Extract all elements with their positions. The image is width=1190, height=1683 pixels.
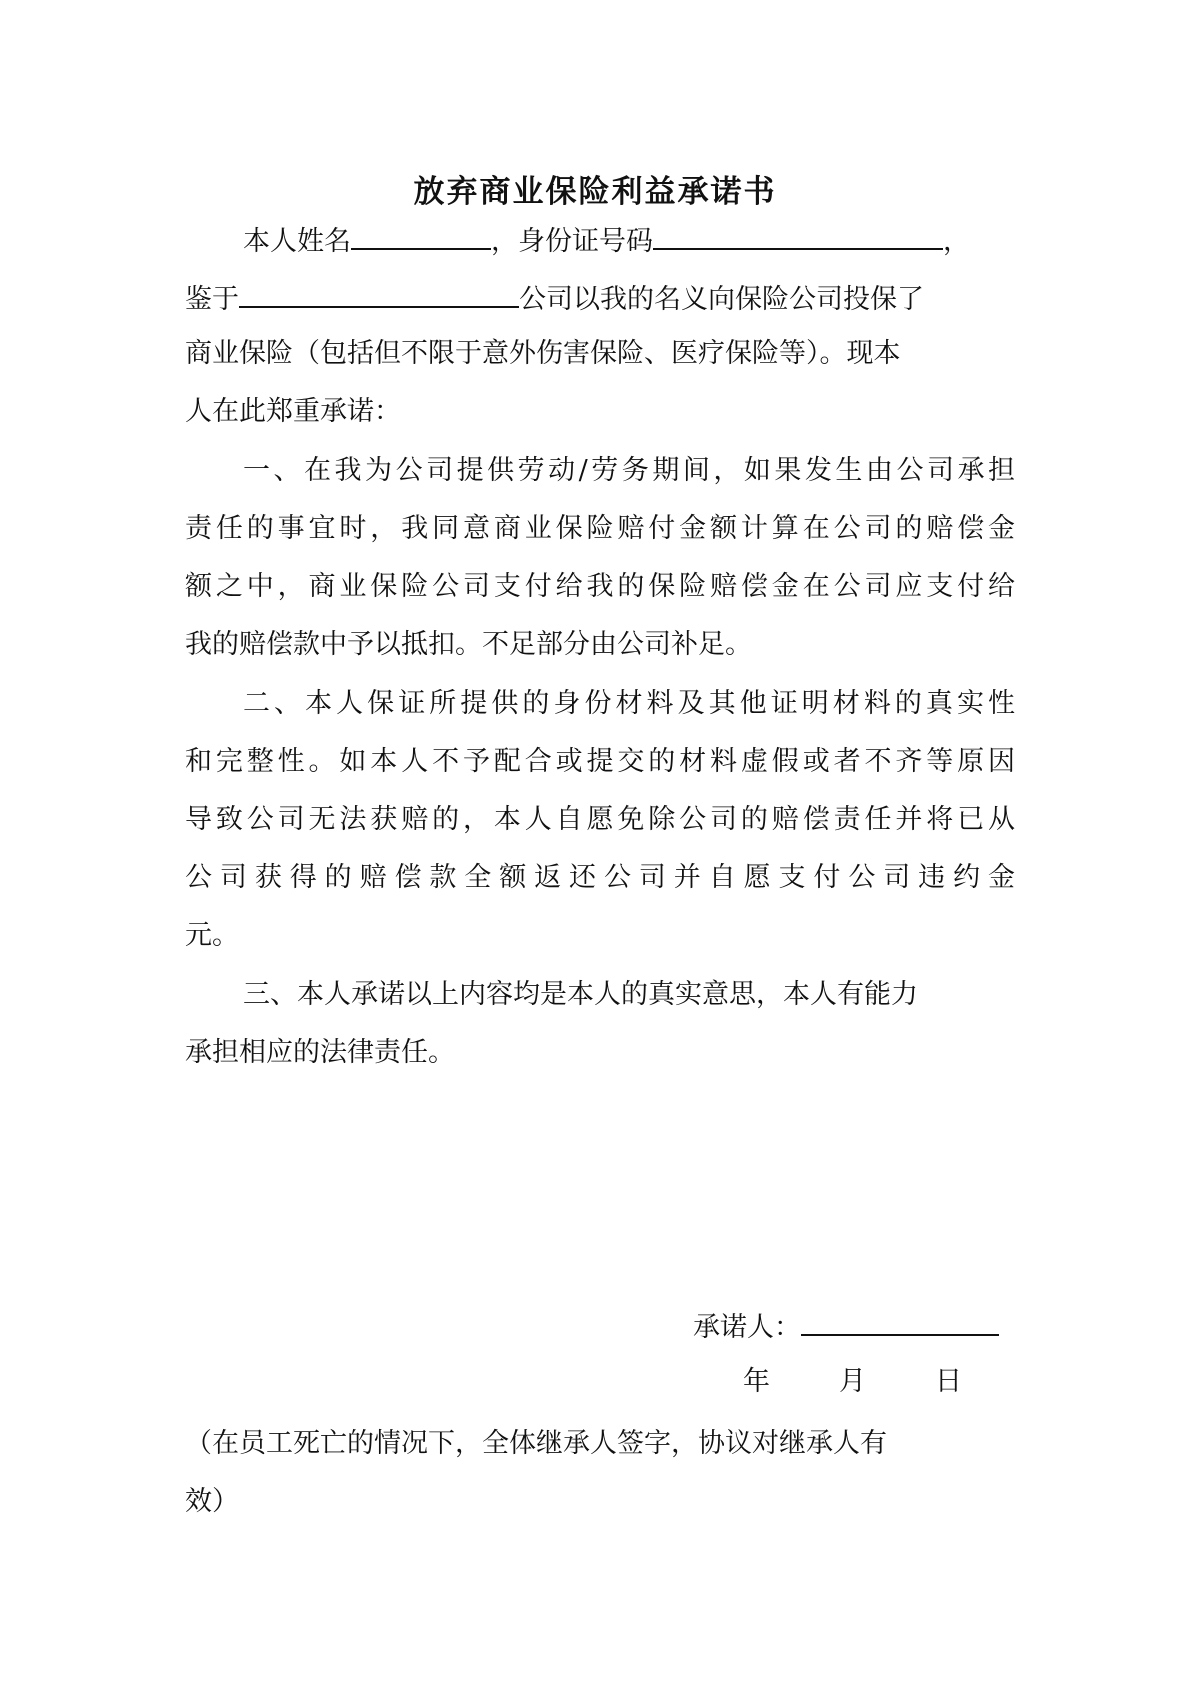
clause2-line-5: 元。 bbox=[185, 920, 239, 951]
clause1-line-1: 一、在我为公司提供劳动/劳务期间，如果发生由公司承担 bbox=[243, 455, 1015, 486]
signer-blank[interactable] bbox=[801, 1304, 999, 1336]
clause2-line-2: 和完整性。如本人不予配合或提交的材料虚假或者不齐等原因 bbox=[185, 746, 1015, 777]
company-suffix: 公司以我的名义向保险公司投保了 bbox=[519, 284, 924, 315]
year-label: 年 bbox=[743, 1366, 770, 1397]
clause2-line-1: 二、本人保证所提供的身份材料及其他证明材料的真实性 bbox=[243, 688, 1015, 719]
date-row bbox=[743, 1362, 962, 1402]
id-label: ，身份证号码 bbox=[491, 226, 653, 257]
company-prefix: 鉴于 bbox=[185, 284, 239, 315]
id-end: ， bbox=[943, 226, 970, 257]
clause2-line-3: 导致公司无法获赔的，本人自愿免除公司的赔偿责任并将已从 bbox=[185, 804, 1015, 835]
note-line-2: 效） bbox=[185, 1486, 239, 1517]
company-name-blank[interactable] bbox=[239, 276, 519, 308]
signer-label: 承诺人： bbox=[693, 1312, 801, 1343]
intro-line-2 bbox=[185, 276, 1015, 320]
clause1-line-2: 责任的事宜时，我同意商业保险赔付金额计算在公司的赔偿金 bbox=[185, 513, 1015, 544]
day-label: 日 bbox=[935, 1366, 962, 1397]
document-title: 放弃商业保险利益承诺书 bbox=[413, 174, 777, 210]
intro-line-3: 商业保险（包括但不限于意外伤害保险、医疗保险等）。现本 bbox=[185, 338, 901, 369]
signature-row bbox=[693, 1304, 999, 1348]
clause1-line-3: 额之中，商业保险公司支付给我的保险赔偿金在公司应支付给 bbox=[185, 571, 1015, 602]
clause3-line-1: 三、本人承诺以上内容均是本人的真实意思，本人有能力 bbox=[243, 979, 918, 1010]
clause2-line-4: 公司获得的赔偿款全额返还公司并自愿支付公司违约金 bbox=[185, 862, 1015, 893]
clause3-line-2: 承担相应的法律责任。 bbox=[185, 1037, 455, 1068]
name-label: 本人姓名 bbox=[243, 226, 351, 257]
id-number-blank[interactable] bbox=[653, 218, 943, 250]
name-blank[interactable] bbox=[351, 218, 491, 250]
intro-line-4: 人在此郑重承诺： bbox=[185, 396, 401, 427]
month-label: 月 bbox=[839, 1366, 866, 1397]
clause1-line-4: 我的赔偿款中予以抵扣。不足部分由公司补足。 bbox=[185, 629, 752, 660]
intro-line-1 bbox=[243, 218, 1015, 262]
note-line-1: （在员工死亡的情况下，全体继承人签字，协议对继承人有 bbox=[185, 1428, 887, 1459]
